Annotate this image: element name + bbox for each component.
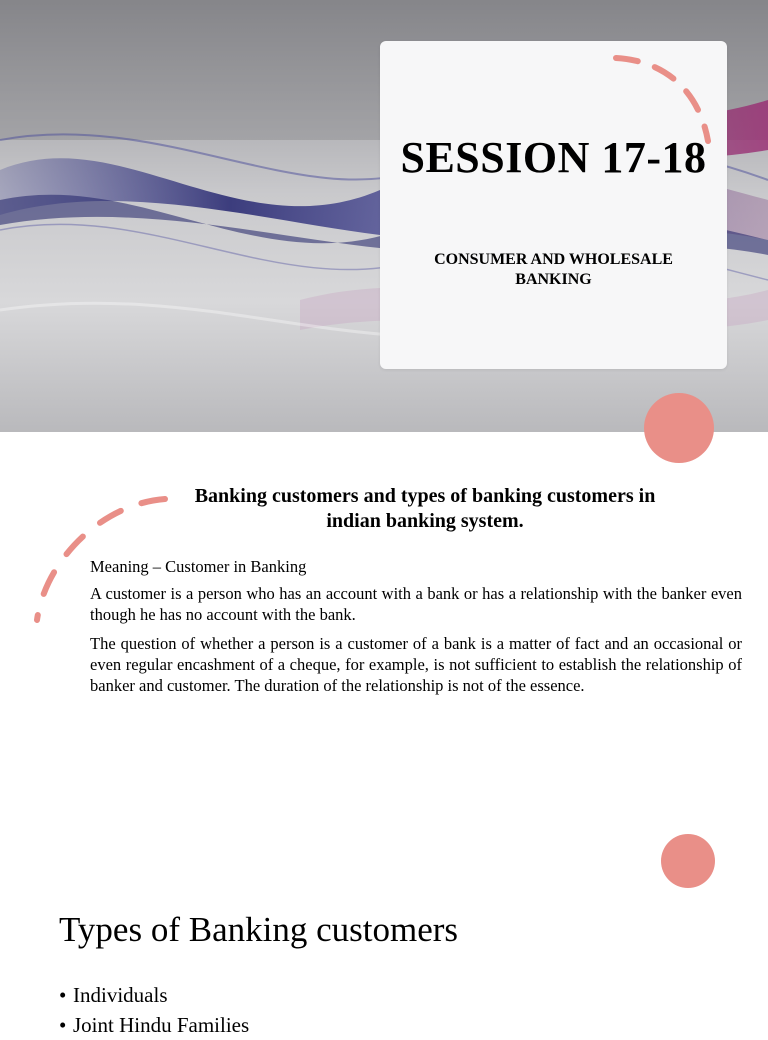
half-circle-decoration: [661, 834, 715, 888]
bullet-list: [59, 980, 249, 1040]
list-item-label: Individuals: [73, 983, 168, 1007]
half-circle-decoration: [644, 393, 714, 463]
slide-heading: Types of Banking customers: [59, 910, 459, 949]
list-item: [59, 1010, 249, 1040]
dashed-arc-decoration: [380, 41, 727, 369]
content-slide: [0, 432, 768, 864]
types-slide: [0, 864, 768, 1037]
meaning-line: Meaning – Customer in Banking: [90, 557, 307, 576]
bullet-icon: •: [59, 1013, 67, 1037]
slide-heading: Banking customers and types of banking customers in indian banking system.: [194, 485, 656, 532]
title-card: [380, 41, 727, 369]
session-subtitle: CONSUMER AND WHOLESALE BANKING: [434, 251, 673, 288]
explanation-paragraph: The question of whether a person is a customer of a bank is a matter of fact and an occasional or even regular encashment of a cheque, for example, is not sufficient to establish the relationship of banker and customer. The duration of the relationship is not of the essence.: [90, 634, 742, 695]
list-item: [59, 980, 249, 1010]
title-slide: [0, 0, 768, 432]
session-title: SESSION 17-18: [400, 133, 707, 182]
slide-body: [90, 556, 742, 704]
definition-paragraph: A customer is a person who has an account with a bank or has a relationship with the banker even though he has no account with the bank.: [90, 584, 742, 624]
bullet-icon: •: [59, 983, 67, 1007]
list-item-label: Joint Hindu Families: [73, 1013, 250, 1037]
